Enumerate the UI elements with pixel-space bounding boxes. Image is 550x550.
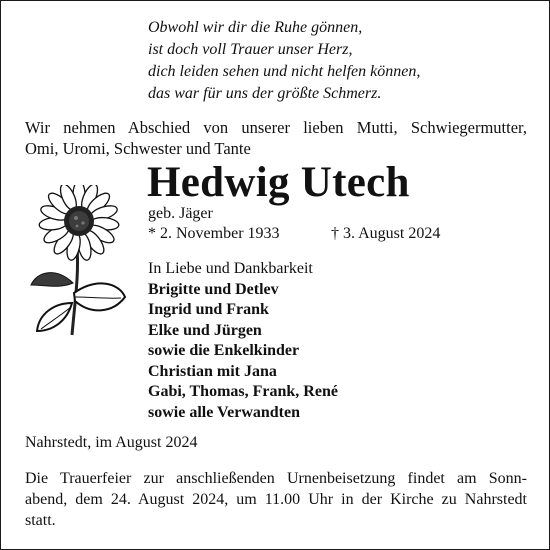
death-date: † 3. August 2024 bbox=[331, 225, 441, 242]
poem-line: das war für uns der größte Schmerz. bbox=[148, 85, 382, 102]
mourners-list bbox=[148, 259, 338, 423]
notice-line: Die Trauerfeier zur anschließenden Urnenbeisetzung findet am Sonn- bbox=[25, 470, 527, 487]
poem bbox=[148, 17, 420, 105]
sunflower-icon bbox=[17, 185, 137, 341]
birth-name: geb. Jäger bbox=[148, 205, 213, 222]
deceased-name: Hedwig Utech bbox=[147, 159, 410, 206]
place-and-date: Nahrstedt, im August 2024 bbox=[25, 434, 198, 451]
mourner-name: Ingrid und Frank bbox=[148, 301, 269, 318]
poem-line: ist doch voll Trauer unser Herz, bbox=[148, 41, 353, 58]
notice-line: abend, dem 24. August 2024, um 11.00 Uhr in der Kirche zu Nahrstedt bbox=[25, 491, 527, 508]
mourner-name: Christian mit Jana bbox=[148, 362, 277, 380]
intro-line: Wir nehmen Abschied von unserer lieben Mutti, Schwiegermutter, bbox=[25, 118, 527, 137]
intro-line: Omi, Uromi, Schwester und Tante bbox=[25, 139, 251, 158]
farewell-intro bbox=[25, 117, 527, 159]
mourner-name: Elke und Jürgen bbox=[148, 321, 262, 339]
mourner-name: Gabi, Thomas, Frank, René bbox=[148, 383, 338, 400]
mourners-intro: In Liebe und Dankbarkeit bbox=[148, 260, 313, 277]
mourner-name: Brigitte und Detlev bbox=[148, 280, 279, 298]
notice-line: statt. bbox=[25, 512, 56, 529]
birth-date: * 2. November 1933 bbox=[148, 225, 280, 242]
poem-line: Obwohl wir dir die Ruhe gönnen, bbox=[148, 19, 363, 36]
mourner-name: sowie die Enkelkinder bbox=[148, 342, 300, 359]
poem-line: dich leiden sehen und nicht helfen können, bbox=[148, 63, 421, 80]
mourner-name: sowie alle Verwandten bbox=[148, 403, 300, 421]
funeral-notice bbox=[25, 468, 527, 531]
